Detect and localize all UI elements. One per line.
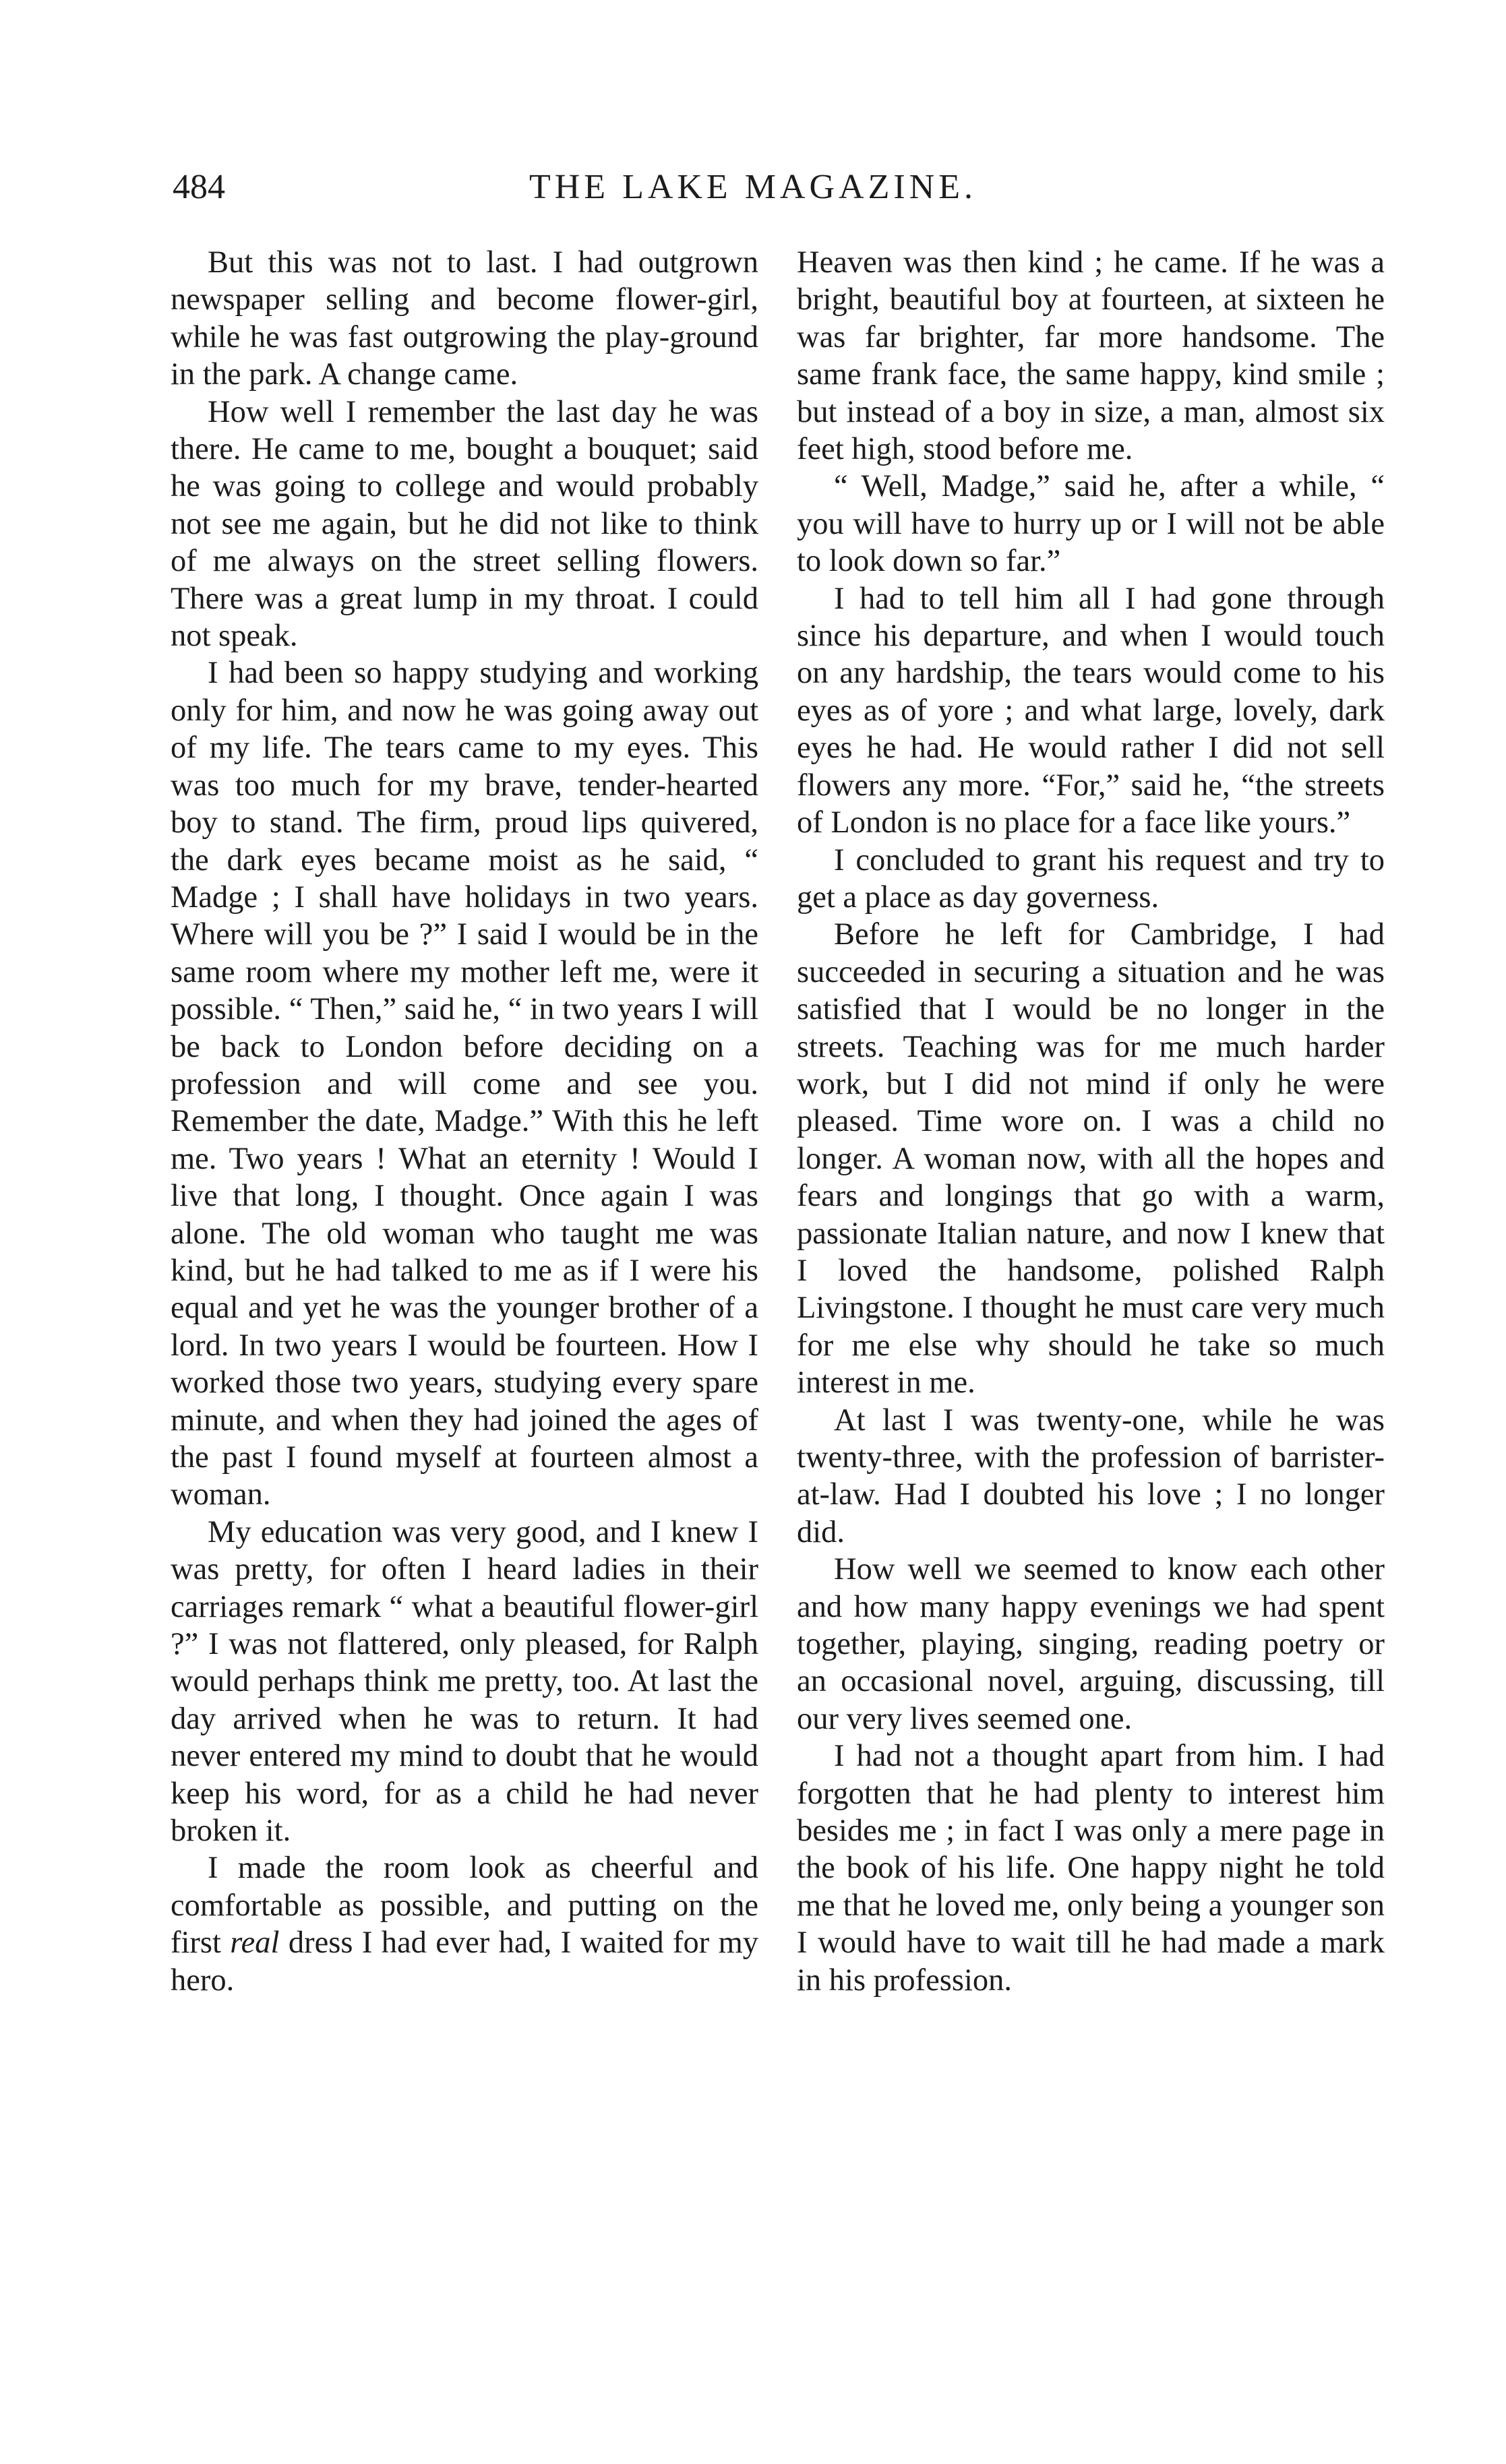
left-column [171,244,758,1999]
paragraph: I had to tell him all I had gone through since his departure, and when I would touch on any hardship, the tears would come to his eyes as of yore ; and what large, lovely, dark eyes he had. He would rather I did not sell flowers any more. “For,” said he, “the streets of London is no place for a face like yours.” [797,581,1385,840]
right-column [797,244,1385,1999]
paragraph: I had been so happy studying and working only for him, and now he was going away out of my life. The tears came to my eyes. This was too much for my brave, tender-hearted boy to stand. The firm, proud lips quivered, the dark eyes became moist as he said, “ Madge ; I shall have holidays in two years. Where will you be ?” I said I would be in the same room where my mother left me, were it possible. “ Then,” said he, “ in two years I will be back to London before deciding on a profession and will come and see you. Remember the date, Madge.” With this he left me. Two years ! What an eternity ! Would I live that long, I thought. Once again I was alone. The old woman who taught me was kind, but he had talked to me as if I were his equal and yet he was the younger brother of a lord. In two years I would be fourteen. How I worked those two years, studying every spare minute, and when they had joined the ages of the past I found myself at fourteen almost a woman. [171,656,758,1512]
running-title: THE LAKE MAGAZINE. [529,168,977,206]
paragraph: Heaven was then kind ; he came. If he was a bright, beautiful boy at fourteen, at sixteen he was far brighter, far more handsome. The same frank face, the same happy, kind smile ; but instead of a boy in size, a man, almost six feet high, stood before me. [797,245,1385,467]
paragraph: I had not a thought apart from him. I had forgotten that he had plenty to interest him besides me ; in fact I was only a mere page in the book of his life. One happy night he told me that he loved me, only being a younger son I would have to wait till he had made a mark in his profession. [797,1739,1385,1998]
page-number: 484 [173,168,225,206]
text-run: dress I had ever had, I waited for my hero. [171,1926,758,1998]
paragraph: “ Well, Madge,” said he, after a while, “ you will have to hurry up or I will not be able to look down so far.” [797,469,1385,579]
text-run: I made the room look as cheerful and comfortable as possible, and putting on the first [171,1851,758,1961]
paragraph: How well we seemed to know each other and how many happy evenings we had spent together, playing, singing, reading poetry or an occasional novel, arguing, discussing, till our very lives seemed one. [797,1552,1385,1736]
paragraph: At last I was twenty-one, while he was twenty-three, with the profession of barrister-at-law. Had I doubted his love ; I no longer did. [797,1403,1385,1549]
paragraph [171,1849,758,1999]
page-header [0,160,1506,214]
paragraph: Before he left for Cambridge, I had succeeded in securing a situation and he was satisfied that I would be no longer in the streets. Teaching was for me much harder work, but I did not mind if only he were pleased. Time wore on. I was a child no longer. A woman now, with all the hopes and fears and longings that go with a warm, passionate Italian nature, and now I knew that I loved the handsome, polished Ralph Livingstone. I thought he must care very much for me else why should he take so much interest in me. [797,917,1385,1400]
paragraph: But this was not to last. I had outgrown newspaper selling and become flower-girl, while he was fast outgrowing the play-ground in the park. A change came. [171,245,758,392]
paragraph: I concluded to grant his request and try to get a place as day governess. [797,842,1385,915]
paragraph: My education was very good, and I knew I was pretty, for often I heard ladies in their carriages remark “ what a beautiful flower-girl ?” I was not flattered, only pleased, for Ralph would perhaps think me pretty, too. At last the day arrived when he was to return. It had never entered my mind to doubt that he would keep his word, for as a child he had never broken it. [171,1514,758,1849]
paragraph: How well I remember the last day he was there. He came to me, bought a bouquet; said he was going to college and would probably not see me again, but he did not like to think of me always on the street selling flowers. There was a great lump in my throat. I could not speak. [171,394,758,654]
emphasized-word: real [230,1926,280,1961]
